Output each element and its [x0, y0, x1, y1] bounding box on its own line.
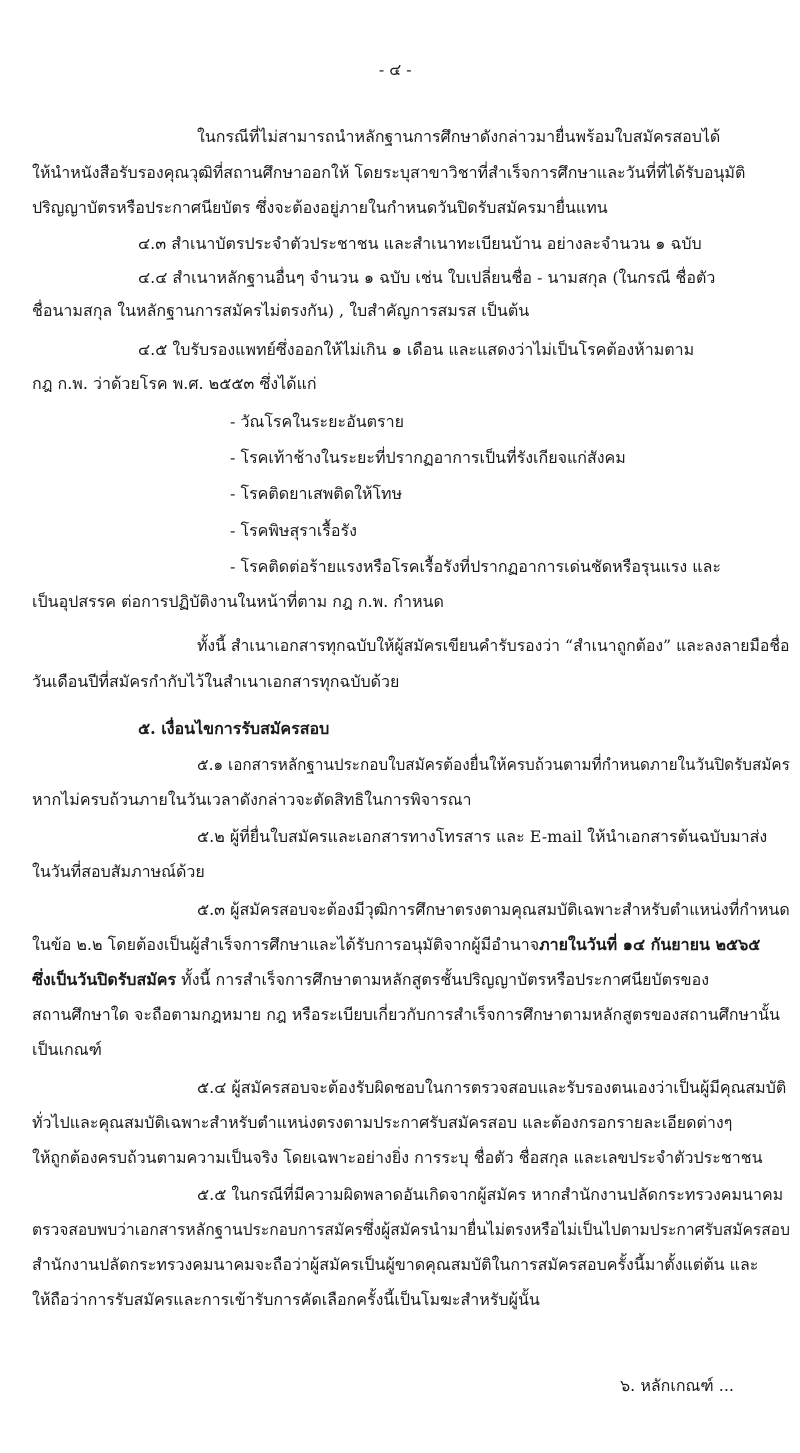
item-5-1-line-2: หากไม่ครบถ้วนภายในวันเวลาดังกล่าวจะตัดสิทธิในการพิจารณา	[32, 790, 472, 809]
intro-line-1: ในกรณีที่ไม่สามารถนำหลักฐานการศึกษาดังกล่าวมายื่นพร้อมใบสมัครสอบได้	[197, 127, 721, 146]
item-5-5-line-4: ให้ถือว่าการรับสมัครและการเข้ารับการคัดเลือกครั้งนี้เป็นโมฆะสำหรับผู้นั้น	[32, 1290, 540, 1309]
item-4-5-line-1: ๔.๕ ใบรับรองแพทย์ซึ่งออกให้ไม่เกิน ๑ เดือน และแสดงว่าไม่เป็นโรคต้องห้ามตาม	[138, 340, 695, 359]
item-5-5-line-3: สำนักงานปลัดกระทรวงคมนาคมจะถือว่าผู้สมัครเป็นผู้ขาดคุณสมบัติในการสมัครสอบครั้งนี้มาตั้งแต่ต้น และ	[32, 1255, 759, 1274]
page-number: - ๔ -	[378, 60, 412, 79]
item-4-5-line-2: กฎ ก.พ. ว่าด้วยโรค พ.ศ. ๒๕๕๓ ซึ่งได้แก่	[32, 374, 317, 393]
intro-line-3: ปริญญาบัตรหรือประกาศนียบัตร ซึ่งจะต้องอยู่ภายในกำหนดวันปิดรับสมัครมายื่นแทน	[32, 198, 608, 217]
item-5-3-line-2	[32, 935, 760, 955]
item-5-3-line-5: เป็นเกณฑ์	[32, 1040, 102, 1059]
item-5-3-line-3	[32, 970, 709, 990]
disease-continuation: เป็นอุปสรรค ต่อการปฏิบัติงานในหน้าที่ตาม กฎ ก.พ. กำหนด	[32, 592, 444, 611]
item-5-4-line-1: ๕.๔ ผู้สมัครสอบจะต้องรับผิดชอบในการตรวจสอบและรับรองตนเองว่าเป็นผู้มีคุณสมบัติ	[197, 1078, 787, 1097]
item-5-2-line-1: ๕.๒ ผู้ที่ยื่นใบสมัครและเอกสารทางโทรสาร และ E-mail ให้นำเอกสารต้นฉบับมาส่ง	[197, 827, 768, 846]
disease-item: - โรคพิษสุราเรื้อรัง	[230, 521, 357, 540]
item-5-3-closing-day: ซึ่งเป็นวันปิดรับสมัคร	[32, 970, 177, 989]
item-4-4-line-1: ๔.๔ สำเนาหลักฐานอื่นๆ จำนวน ๑ ฉบับ เช่น ใบเปลี่ยนชื่อ - นามสกุล (ในกรณี ชื่อตัว	[138, 268, 716, 287]
item-5-3-line-2-text: ในข้อ ๒.๒ โดยต้องเป็นผู้สำเร็จการศึกษาและได้รับการอนุมัติจากผู้มีอำนาจ	[32, 935, 540, 954]
section-5-heading: ๕. เงื่อนไขการรับสมัครสอบ	[138, 719, 330, 738]
disease-item: - โรคติดยาเสพติดให้โทษ	[230, 484, 403, 503]
certify-note-line-2: วันเดือนปีที่สมัครกำกับไว้ในสำเนาเอกสารทุกฉบับด้วย	[32, 672, 400, 691]
disease-item: - วัณโรคในระยะอันตราย	[230, 412, 405, 431]
intro-line-2: ให้นำหนังสือรับรองคุณวุฒิที่สถานศึกษาออกให้ โดยระบุสาขาวิชาที่สำเร็จการศึกษาและวันที่ที่ได้รับอนุมัติ	[32, 163, 746, 182]
certify-note-line-1: ทั้งนี้ สำเนาเอกสารทุกฉบับให้ผู้สมัครเขียนคำรับรองว่า “สำเนาถูกต้อง” และลงลายมือชื่อ	[197, 636, 790, 655]
continuation-marker: ๖. หลักเกณฑ์ ...	[620, 1376, 734, 1395]
item-5-5-line-2: ตรวจสอบพบว่าเอกสารหลักฐานประกอบการสมัครซึ่งผู้สมัครนำมายื่นไม่ตรงหรือไม่เป็นไปตามประกาศรับสมัครสอบ	[32, 1220, 790, 1239]
item-4-3: ๔.๓ สำเนาบัตรประจำตัวประชาชน และสำเนาทะเบียนบ้าน อย่างละจำนวน ๑ ฉบับ	[138, 234, 702, 253]
disease-item: - โรคเท้าช้างในระยะที่ปรากฏอาการเป็นที่รังเกียจแก่สังคม	[230, 448, 626, 467]
item-5-5-line-1: ๕.๕ ในกรณีที่มีความผิดพลาดอันเกิดจากผู้สมัคร หากสำนักงานปลัดกระทรวงคมนาคม	[197, 1185, 784, 1204]
item-5-4-line-3: ให้ถูกต้องครบถ้วนตามความเป็นจริง โดยเฉพาะอย่างยิ่ง การระบุ ชื่อตัว ชื่อสกุล และเลขประจำตัวประชาชน	[32, 1148, 763, 1167]
item-5-3-line-1: ๕.๓ ผู้สมัครสอบจะต้องมีวุฒิการศึกษาตรงตามคุณสมบัติเฉพาะสำหรับตำแหน่งที่กำหนด	[197, 900, 790, 919]
disease-item: - โรคติดต่อร้ายแรงหรือโรคเรื้อรังที่ปรากฏอาการเด่นชัดหรือรุนแรง และ	[230, 557, 721, 576]
item-5-3-line-3-text: ทั้งนี้ การสำเร็จการศึกษาตามหลักสูตรชั้นปริญญาบัตรหรือประกาศนียบัตรของ	[176, 970, 710, 989]
item-5-2-line-2: ในวันที่สอบสัมภาษณ์ด้วย	[32, 862, 205, 881]
item-5-3-deadline: ภายในวันที่ ๑๔ กันยายน ๒๕๖๕	[539, 935, 761, 954]
item-4-4-line-2: ชื่อนามสกุล ในหลักฐานการสมัครไม่ตรงกัน) , ใบสำคัญการสมรส เป็นต้น	[32, 301, 530, 320]
item-5-4-line-2: ทั่วไปและคุณสมบัติเฉพาะสำหรับตำแหน่งตรงตามประกาศรับสมัครสอบ และต้องกรอกรายละเอียดต่างๆ	[32, 1113, 733, 1132]
item-5-3-line-4: สถานศึกษาใด จะถือตามกฎหมาย กฎ หรือระเบียบเกี่ยวกับการสำเร็จการศึกษาตามหลักสูตรของสถานศึกษานั้น	[32, 1005, 780, 1024]
item-5-1-line-1: ๕.๑ เอกสารหลักฐานประกอบใบสมัครต้องยื่นให้ครบถ้วนตามที่กำหนดภายในวันปิดรับสมัคร	[197, 755, 790, 774]
